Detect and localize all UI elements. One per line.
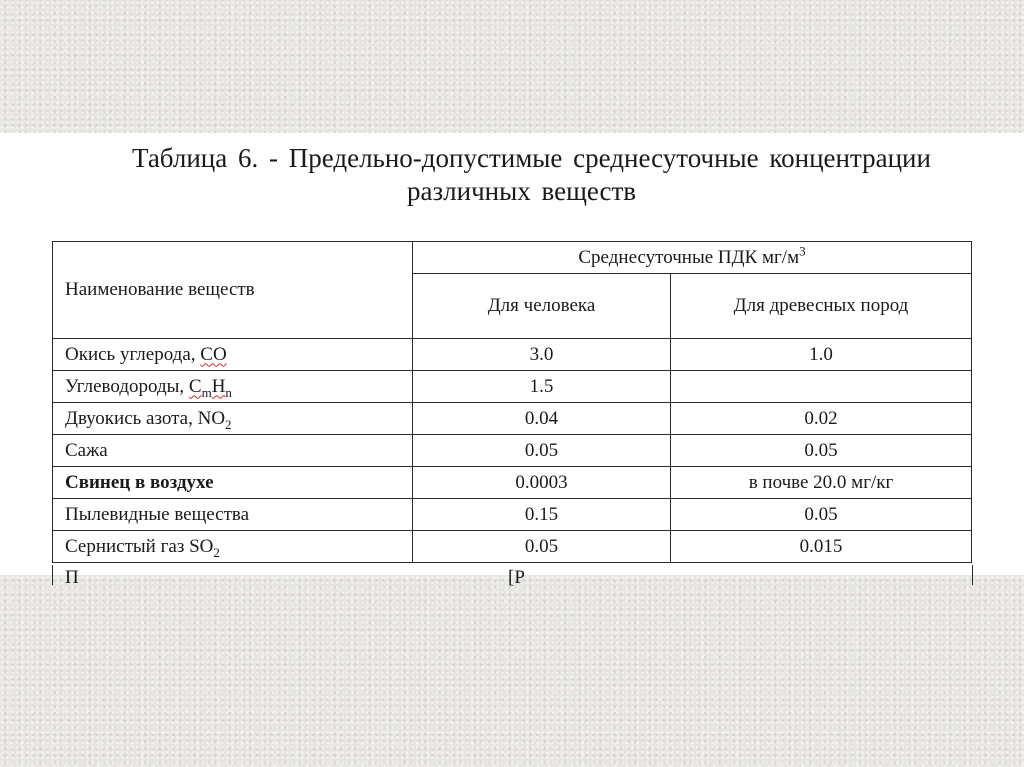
table-row	[53, 371, 972, 403]
value-trees: 1.0	[671, 339, 972, 371]
table-row	[53, 403, 972, 435]
footnote-text: П	[65, 567, 79, 588]
value-human: 0.0003	[413, 467, 671, 499]
value-trees: 0.05	[671, 499, 972, 531]
value-human: 0.05	[413, 435, 671, 467]
substance-name: Свинец в воздухе	[53, 467, 413, 499]
value-trees: 0.05	[671, 435, 972, 467]
pdk-table	[52, 241, 972, 563]
header-for-human: Для человека	[413, 274, 671, 339]
substance-name: Сажа	[53, 435, 413, 467]
substance-name: Пылевидные вещества	[53, 499, 413, 531]
value-trees: 0.02	[671, 403, 972, 435]
substance-name: Сернистый газ $SO_2$	[53, 531, 413, 563]
caption-line-2: различных веществ	[407, 176, 637, 206]
value-human: 0.05	[413, 531, 671, 563]
header-group-pdk: Среднесуточные ПДК $мг/м^3$	[413, 242, 972, 274]
table-row	[53, 531, 972, 563]
value-trees: 0.015	[671, 531, 972, 563]
header-for-trees: Для древесных пород	[671, 274, 972, 339]
table-row	[53, 467, 972, 499]
table-caption	[0, 142, 1024, 208]
footnote-mark: [Р	[508, 567, 525, 588]
value-human: 3.0	[413, 339, 671, 371]
value-human: 1.5	[413, 371, 671, 403]
value-human: 0.04	[413, 403, 671, 435]
substance-name: Двуокись азота, $NO_2$	[53, 403, 413, 435]
value-human: 0.15	[413, 499, 671, 531]
table-footnote-cut	[52, 565, 973, 588]
table-row	[53, 339, 972, 371]
header-substance-name: Наименование веществ	[53, 242, 413, 339]
table-header-row	[53, 242, 972, 274]
substance-name: Углеводороды, $C_mH_n$	[53, 371, 413, 403]
value-trees: в почве 20.0 мг/кг	[671, 467, 972, 499]
table-row	[53, 435, 972, 467]
caption-line-1: Таблица 6. - Предельно-допустимые среднесуточные концентрации	[132, 143, 931, 173]
document-page	[0, 133, 1024, 588]
substance-name: Окись углерода, CO	[53, 339, 413, 371]
table-row	[53, 499, 972, 531]
value-trees	[671, 371, 972, 403]
